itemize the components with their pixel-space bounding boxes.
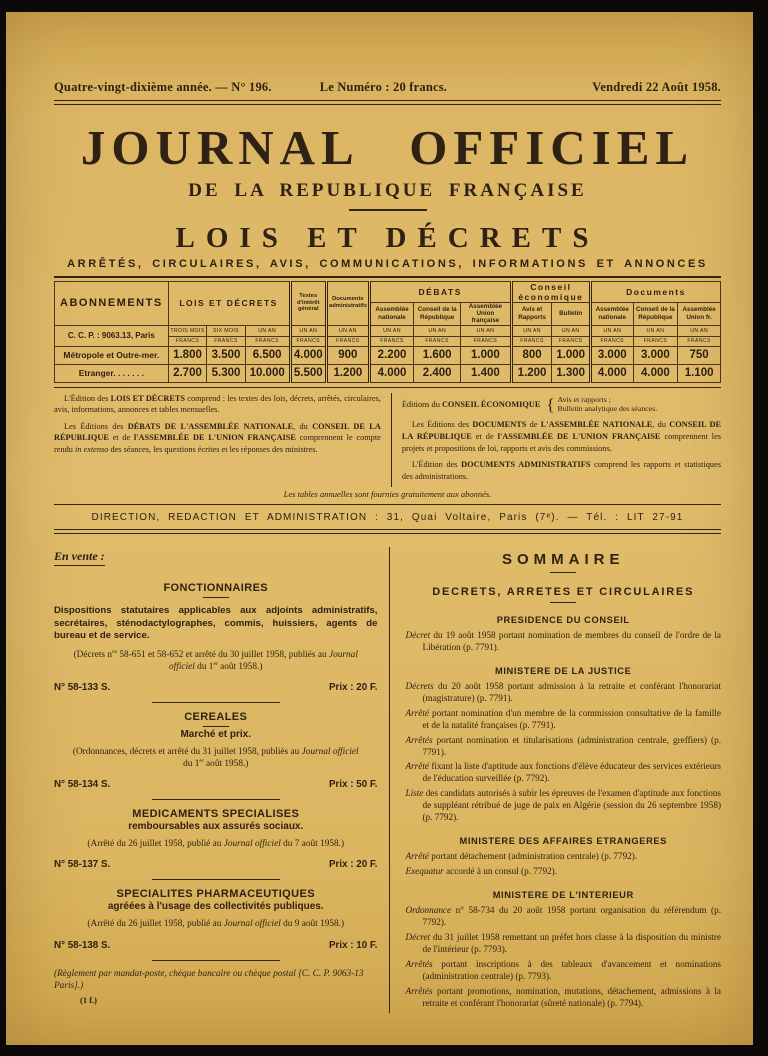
publication-price: Prix : 20 F. bbox=[329, 682, 378, 694]
section-separator bbox=[152, 879, 280, 880]
table-cell: FRANCS bbox=[678, 336, 721, 346]
subscription-price: 5.300 bbox=[207, 364, 246, 382]
table-cell: Avis et Rapports bbox=[511, 302, 552, 325]
table-cell: FRANCS bbox=[511, 336, 552, 346]
sommaire-item-lead: Liste bbox=[405, 788, 424, 799]
publication-item bbox=[54, 888, 377, 960]
table-cell: UN AN bbox=[369, 325, 414, 336]
sommaire-item: Décrets du 20 août 1958 portant admission à la retraite et conférant l'honorariat (magistrature) (p. 7791). bbox=[405, 680, 721, 703]
section-separator bbox=[152, 799, 280, 800]
subscription-price: 4.000 bbox=[633, 364, 678, 382]
table-cell: Conseil de la République bbox=[633, 302, 678, 325]
brace-line: Bulletin analytique des séances. bbox=[557, 404, 658, 414]
editions-paragraph: L'Édition des LOIS ET DÉCRETS comprend : les textes des lois, décrets, arrêtés, circulaires, avis, informations, annonces et tables mensuelles. bbox=[54, 393, 381, 415]
subscription-price: 5.500 bbox=[290, 364, 327, 382]
scanned-page bbox=[6, 12, 753, 1045]
column-group-label: LOIS ET DÉCRETS bbox=[168, 281, 290, 325]
table-cell: FRANCS bbox=[414, 336, 461, 346]
table-cell: FRANCS bbox=[207, 336, 246, 346]
issue-price: Le Numéro : 20 francs. bbox=[319, 80, 448, 94]
publication-title: FONCTIONNAIRES bbox=[163, 581, 269, 594]
sommaire-sections bbox=[405, 615, 721, 1010]
editions-paragraph: L'Édition des DOCUMENTS ADMINISTRATIFS comprend les rapports et statistiques des administrations. bbox=[401, 460, 721, 481]
table-cell: FRANCS bbox=[461, 336, 512, 346]
sommaire-item-lead: Arrêtés bbox=[405, 958, 433, 969]
subscription-price: 1.600 bbox=[414, 346, 461, 364]
table-cell: FRANCS bbox=[369, 336, 414, 346]
subscription-price: 6.500 bbox=[245, 346, 290, 364]
table-top-rule bbox=[54, 276, 721, 278]
sommaire-item-lead: Ordonnance bbox=[405, 905, 452, 916]
en-vente-label: En vente : bbox=[54, 549, 105, 566]
sommaire-item-lead: Arrêté bbox=[405, 851, 429, 862]
table-cell: UN AN bbox=[327, 325, 370, 336]
publication-price: Prix : 20 F. bbox=[329, 859, 378, 871]
sommaire-item-lead: Arrêté bbox=[405, 707, 429, 718]
subscription-price: 2.700 bbox=[168, 364, 207, 382]
subscription-price: 1.400 bbox=[461, 364, 512, 382]
sommaire-item-lead: Décrets bbox=[405, 680, 434, 691]
table-cell: UN AN bbox=[245, 325, 290, 336]
table-cell: Assemblée Union française bbox=[461, 302, 512, 325]
table-cell: Assemblée Union fr. bbox=[678, 302, 721, 325]
sommaire-item: Arrêtés portant promotions, nomination, mutations, détachement, admissions à la retraite et conférant l'honorariat (sûreté nationale) (p. 7794). bbox=[405, 985, 721, 1008]
publication-item bbox=[54, 808, 377, 880]
subscription-price: 800 bbox=[511, 346, 552, 364]
sommaire-item-lead: Décret bbox=[405, 932, 431, 943]
editions-summary bbox=[54, 393, 721, 488]
table-cell: UN AN bbox=[290, 325, 327, 336]
subscription-price: 4.000 bbox=[590, 364, 633, 382]
table-cell: FRANCS bbox=[633, 336, 678, 346]
sommaire-item: Arrêtés portant inscriptions à des tableaux d'avancement et nominations (administration centrale) (p. 7793). bbox=[405, 958, 721, 981]
publication-reference: (Arrêté du 26 juillet 1958, publié au Journal officiel du 9 août 1958.) bbox=[87, 919, 345, 930]
sommaire-item: Exequatur accordé à un consul (p. 7792). bbox=[405, 866, 558, 877]
direction-bottom-rule bbox=[54, 529, 721, 534]
publication-title: MEDICAMENTS SPECIALISES bbox=[132, 808, 300, 821]
number-price-row bbox=[54, 859, 377, 870]
edition-title: LOIS ET DÉCRETS bbox=[175, 221, 600, 254]
en-vente-items bbox=[54, 582, 377, 961]
subscription-price: 1.800 bbox=[168, 346, 207, 364]
subscription-price: 2.400 bbox=[414, 364, 461, 382]
ministry-heading: MINISTERE DE L'INTERIEUR bbox=[492, 890, 634, 901]
brace-line: Avis et rapports ; bbox=[557, 394, 611, 404]
table-cell: UN AN bbox=[461, 325, 512, 336]
table-cell: UN AN bbox=[552, 325, 591, 336]
subscription-price: 1.000 bbox=[552, 346, 591, 364]
sommaire-item-lead: Décret bbox=[405, 629, 431, 640]
brace-glyph: { bbox=[546, 394, 555, 414]
table-cell: Bulletin bbox=[552, 302, 591, 325]
publication-title: SPECIALITES PHARMACEUTIQUES bbox=[116, 888, 315, 901]
table-cell: FRANCS bbox=[290, 336, 327, 346]
column-group-label: Documents bbox=[590, 281, 720, 302]
sommaire-subtitle-underline bbox=[550, 602, 576, 603]
issue-edition: Quatre-vingt-dixième année. — N° 196. bbox=[54, 80, 272, 94]
sommaire-item-lead: Arrêtés bbox=[405, 985, 433, 996]
publication-subtitle: Marché et prix. bbox=[180, 729, 252, 741]
issue-line bbox=[54, 80, 721, 95]
separator-dash bbox=[203, 597, 229, 598]
publication-number: N° 58-133 S. bbox=[54, 682, 111, 694]
sommaire-column bbox=[390, 547, 721, 1013]
table-cell: UN AN bbox=[678, 325, 721, 336]
sommaire-item: Décret du 31 juillet 1958 remettant un préfet hors classe à la disposition du ministre de l'intérieur (p. 7793). bbox=[405, 932, 721, 954]
sommaire-item: Arrêté portant nomination d'un membre de la commission consultative de la famille et de la natalité françaises (p. 7791). bbox=[405, 707, 721, 730]
publication-price: Prix : 10 F. bbox=[329, 939, 378, 951]
table-cell: Conseil de la République bbox=[414, 302, 461, 325]
sommaire-item: Ordonnance n° 58-734 du 20 août 1958 portant organisation du référendum (p. 7792). bbox=[405, 905, 721, 928]
subscription-price: 3.500 bbox=[207, 346, 246, 364]
subscription-price: 750 bbox=[678, 346, 721, 364]
publication-item bbox=[54, 582, 377, 703]
masthead-title: JOURNAL OFFICIEL bbox=[80, 119, 695, 175]
editions-paragraph: Les Éditions des DOCUMENTS de L'ASSEMBLÉE NATIONALE, du CONSEIL DE LA RÉPUBLIQUE et de l'ASSEMBLÉE DE L'UNION FRANÇAISE comprennent les projets et propositions de loi, rapports et avis des commissions. bbox=[401, 420, 721, 453]
editions-left bbox=[54, 393, 392, 488]
subscription-price: 1.300 bbox=[552, 364, 591, 382]
sommaire-item: Arrêtés portant nomination et titularisations (administration centrale, greffiers) (p. 7791). bbox=[405, 734, 721, 757]
main-columns bbox=[54, 547, 721, 1013]
separator-dash bbox=[203, 726, 229, 727]
publication-subtitle: remboursables aux assurés sociaux. bbox=[128, 821, 304, 833]
sommaire-item: Décret du 19 août 1958 portant nomination de membres du conseil de l'ordre de la Libération (p. 7791). bbox=[405, 629, 721, 652]
direction-top-rule bbox=[54, 504, 721, 505]
subscription-price: 1.200 bbox=[327, 364, 370, 382]
sommaire-item: Liste des candidats autorisés à subir les épreuves de l'examen d'aptitude aux fonctions de suppléant rétribué de juge de paix en Algérie (session du 26 septembre 1958) (p. 7792). bbox=[405, 788, 721, 823]
ministry-heading: PRESIDENCE DU CONSEIL bbox=[496, 614, 630, 625]
editions-top-rule bbox=[54, 387, 721, 388]
masthead-subtitle: DE LA REPUBLIQUE FRANÇAISE bbox=[188, 179, 587, 201]
print-mark: (1 f.) bbox=[80, 994, 97, 1005]
subscriptions-table bbox=[54, 281, 721, 383]
table-cell: UN AN bbox=[590, 325, 633, 336]
subscription-price: 3.000 bbox=[590, 346, 633, 364]
table-cell: UN AN bbox=[414, 325, 461, 336]
sommaire-item: Arrêté fixant la liste d'aptitude aux fonctions d'élève éducateur des services extérieurs de l'éducation surveillée (p. 7792). bbox=[405, 761, 721, 784]
table-cell: FRANCS bbox=[590, 336, 633, 346]
editions-right bbox=[392, 393, 721, 488]
publication-reference: (Ordonnances, décrets et arrêté du 31 juillet 1958, publiés au Journal officiel du 1er août 1958.) bbox=[72, 747, 359, 770]
publication-item bbox=[54, 711, 377, 800]
column-group-label: Conseil économique bbox=[511, 281, 590, 302]
subscription-price: 900 bbox=[327, 346, 370, 364]
subscription-price: 1.200 bbox=[511, 364, 552, 382]
publication-number: N° 58-137 S. bbox=[54, 859, 111, 871]
publication-number: N° 58-138 S. bbox=[54, 939, 111, 951]
table-cell: FRANCS bbox=[327, 336, 370, 346]
en-vente-column bbox=[54, 547, 390, 1013]
tables-note: Les tables annuelles sont fournies gratuitement aux abonnés. bbox=[283, 489, 492, 500]
direction-line: DIRECTION, REDACTION ET ADMINISTRATION : 31, Quai Voltaire, Paris (7ᵉ). — Tél. : LIT 27-91 bbox=[91, 512, 684, 524]
publication-description: Dispositions statutaires applicables aux adjoints administratifs, secrétaires, sténodactylographes, commis, huissiers, agents de bureau et de service. bbox=[54, 604, 378, 642]
subscription-price: 10.000 bbox=[245, 364, 290, 382]
sommaire-title-underline bbox=[550, 572, 576, 573]
sommaire-subtitle: DECRETS, ARRETES ET CIRCULAIRES bbox=[432, 585, 695, 598]
sommaire-item-lead: Exequatur bbox=[405, 866, 444, 877]
subscription-price: 2.200 bbox=[369, 346, 414, 364]
number-price-row bbox=[54, 779, 377, 790]
subscription-row-label: Etranger. . . . . . . bbox=[55, 364, 169, 382]
column-group-label: Textes d'intérêt général bbox=[290, 281, 327, 325]
sommaire-item: Arrêté portant détachement (administration centrale) (p. 7792). bbox=[405, 851, 638, 862]
table-cell: UN AN bbox=[511, 325, 552, 336]
publication-number: N° 58-134 S. bbox=[54, 779, 111, 791]
subscription-price: 4.000 bbox=[369, 364, 414, 382]
table-cell: FRANCS bbox=[245, 336, 290, 346]
subscription-price: 1.100 bbox=[678, 364, 721, 382]
sommaire-item-lead: Arrêté bbox=[405, 761, 429, 772]
publication-price: Prix : 50 F. bbox=[329, 779, 378, 791]
sommaire-item-lead: Arrêtés bbox=[405, 734, 433, 745]
publication-reference: (Décrets $n^{os}$ 58-651 et 58-652 et arrêté du 30 juillet 1958, publiés au Journal officiel du 1er août 1958.) bbox=[73, 648, 358, 673]
column-group-label: Documents administratifs bbox=[327, 281, 370, 325]
masthead-underline bbox=[349, 209, 427, 211]
table-cell: Assemblée nationale bbox=[369, 302, 414, 325]
publication-reference: (Arrêté du 26 juillet 1958, publié au Journal officiel du 7 août 1958.) bbox=[87, 839, 345, 850]
table-cell: SIX MOIS bbox=[207, 325, 246, 336]
table-cell: Assemblée nationale bbox=[590, 302, 633, 325]
subscription-price: 1.000 bbox=[461, 346, 512, 364]
sommaire-title: SOMMAIRE bbox=[501, 550, 625, 568]
ministry-heading: MINISTERE DE LA JUSTICE bbox=[495, 665, 632, 676]
table-cell: TROIS MOIS bbox=[168, 325, 207, 336]
conseil-economique-line: Éditions du CONSEIL ÉCONOMIQUE { Avis et rapports ; Bulletin analytique des séances. bbox=[402, 393, 721, 417]
subscription-price: 3.000 bbox=[633, 346, 678, 364]
top-double-rule bbox=[54, 100, 721, 105]
publication-subtitle: agréées à l'usage des collectivités publiques. bbox=[107, 901, 324, 913]
edition-tagline: ARRÊTÉS, CIRCULAIRES, AVIS, COMMUNICATIONS, INFORMATIONS ET ANNONCES bbox=[67, 257, 708, 270]
issue-date: Vendredi 22 Août 1958. bbox=[592, 80, 721, 94]
subscription-price: 4.000 bbox=[290, 346, 327, 364]
publication-title: CEREALES bbox=[184, 711, 248, 724]
editions-paragraph: Les Éditions des DÉBATS DE L'ASSEMBLÉE NATIONALE, du CONSEIL DE LA RÉPUBLIQUE et de l'ASSEMBLÉE DE L'UNION FRANÇAISE comprennent le compte rendu in extenso des séances, les questions écrites et les réponses des ministres. bbox=[54, 421, 381, 454]
number-price-row bbox=[54, 940, 377, 951]
column-group-label: DÉBATS bbox=[369, 281, 511, 302]
number-price-row bbox=[54, 682, 377, 693]
section-separator bbox=[152, 702, 280, 703]
abonnements-label: ABONNEMENTS bbox=[55, 281, 169, 325]
ccp-label: C. C. P. : 9063.13, Paris bbox=[55, 325, 169, 346]
subscription-row-label: Métropole et Outre-mer. bbox=[55, 346, 169, 364]
payment-note: (Règlement par mandat-poste, chèque bancaire ou chèque postal [C. C. P. 9063-13 Paris].) bbox=[54, 968, 364, 991]
table-cell: FRANCS bbox=[552, 336, 591, 346]
table-cell: UN AN bbox=[633, 325, 678, 336]
section-separator bbox=[152, 960, 280, 961]
table-cell: FRANCS bbox=[168, 336, 207, 346]
ministry-heading: MINISTERE DES AFFAIRES ETRANGERES bbox=[459, 836, 667, 847]
